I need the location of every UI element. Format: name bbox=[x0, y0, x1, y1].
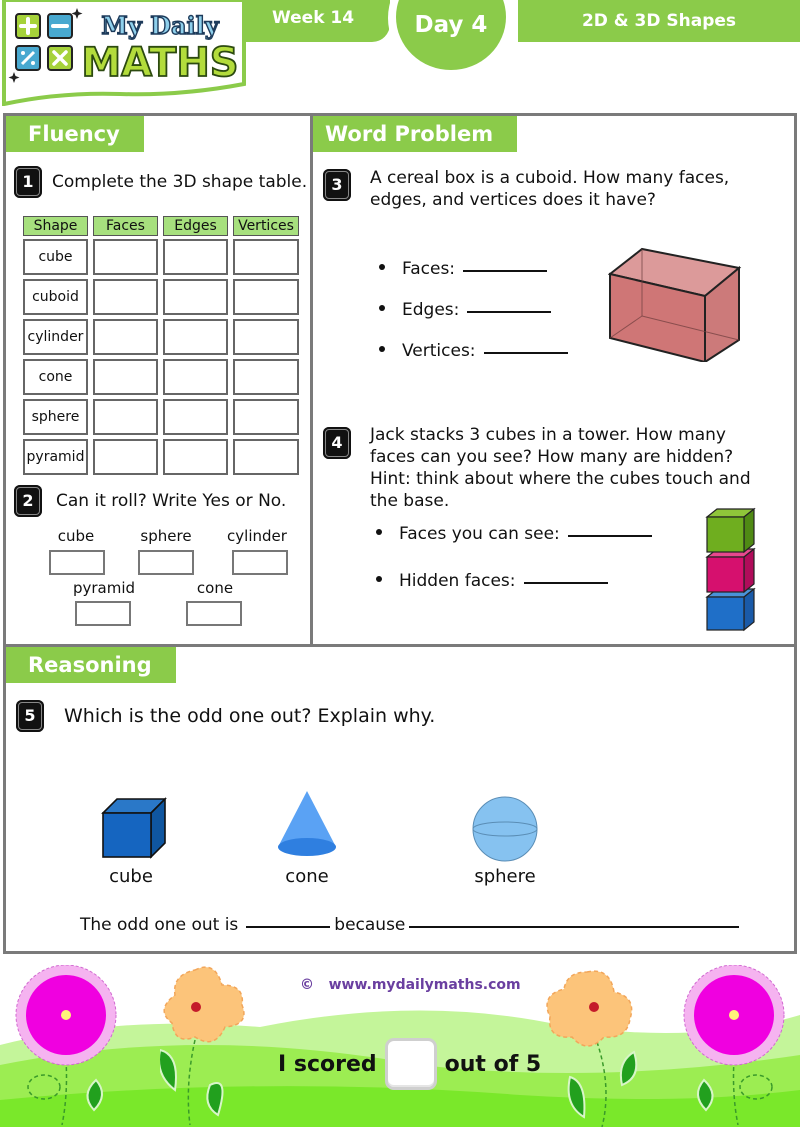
faces-input[interactable] bbox=[93, 279, 158, 315]
sphere-illustration bbox=[471, 795, 539, 863]
roll-answer-sphere[interactable] bbox=[138, 550, 194, 575]
vertices-input[interactable] bbox=[233, 439, 299, 475]
orange-flower-decoration bbox=[160, 965, 260, 1125]
roll-answer-cylinder[interactable] bbox=[232, 550, 288, 575]
question-number-1: 1 bbox=[14, 166, 42, 198]
edges-input[interactable] bbox=[163, 239, 228, 275]
shape-cell: cube bbox=[23, 239, 88, 275]
question-4-text-line4: the base. bbox=[370, 491, 450, 511]
copyright-icon: © bbox=[300, 977, 314, 993]
roll-label-cone: cone bbox=[196, 579, 234, 597]
topic-label bbox=[518, 0, 800, 42]
header-shape: Shape bbox=[23, 216, 88, 236]
faces-answer-line[interactable] bbox=[463, 270, 547, 272]
hidden-faces-bullet bbox=[376, 571, 608, 591]
shape-label-cube: cube bbox=[109, 866, 153, 887]
question-number-4: 4 bbox=[323, 427, 351, 459]
question-4-text-line1: Jack stacks 3 cubes in a tower. How many bbox=[370, 425, 726, 445]
day-text: Day 4 bbox=[414, 12, 488, 38]
bullet-icon bbox=[376, 576, 382, 582]
reasoning-title: Reasoning bbox=[6, 647, 176, 683]
faces-input[interactable] bbox=[93, 319, 158, 355]
vertices-input[interactable] bbox=[233, 239, 299, 275]
my-daily-maths-logo bbox=[0, 0, 248, 106]
week-label bbox=[245, 0, 390, 42]
odd-one-out-blank[interactable] bbox=[246, 926, 330, 928]
visible-faces-bullet bbox=[376, 524, 652, 544]
word-problem-title: Word Problem bbox=[313, 116, 517, 152]
shape-label-sphere: sphere bbox=[474, 866, 536, 887]
vertices-input[interactable] bbox=[233, 279, 299, 315]
roll-label-pyramid: pyramid bbox=[72, 579, 136, 597]
week-text: Week 14 bbox=[272, 8, 355, 28]
table-row bbox=[23, 359, 299, 395]
hidden-faces-answer-line[interactable] bbox=[524, 582, 608, 584]
minus-icon bbox=[48, 14, 72, 38]
svg-text:MATHS: MATHS bbox=[81, 40, 239, 86]
visible-faces-label: Faces you can see: bbox=[399, 524, 560, 544]
table-header-row bbox=[23, 216, 299, 236]
bullet-icon bbox=[379, 264, 385, 270]
question-number-3: 3 bbox=[323, 169, 351, 201]
faces-input[interactable] bbox=[93, 399, 158, 435]
cube-illustration bbox=[101, 797, 167, 859]
edges-input[interactable] bbox=[163, 439, 228, 475]
edges-label: Edges: bbox=[402, 300, 460, 320]
copyright-notice bbox=[300, 977, 521, 993]
question-3-text-line1: A cereal box is a cuboid. How many faces, bbox=[370, 168, 730, 188]
table-row bbox=[23, 279, 299, 315]
edges-answer-line[interactable] bbox=[467, 311, 551, 313]
answer-because: because bbox=[334, 915, 406, 935]
header-faces: Faces bbox=[93, 216, 158, 236]
multiply-icon bbox=[48, 46, 72, 70]
vertices-input[interactable] bbox=[233, 319, 299, 355]
fluency-panel bbox=[3, 113, 313, 647]
stacked-cubes-illustration bbox=[705, 506, 759, 634]
bullet-icon bbox=[379, 305, 385, 311]
faces-input[interactable] bbox=[93, 239, 158, 275]
shape-label-cone: cone bbox=[285, 866, 329, 887]
header-vertices: Vertices bbox=[233, 216, 299, 236]
score-prefix: I scored bbox=[278, 1051, 377, 1077]
shape-cell: cone bbox=[23, 359, 88, 395]
question-number-5: 5 bbox=[16, 700, 44, 732]
website-link[interactable]: www.mydailymaths.com bbox=[328, 977, 521, 993]
roll-label-sphere: sphere bbox=[140, 527, 192, 545]
roll-label-cube: cube bbox=[57, 527, 95, 545]
roll-answer-cube[interactable] bbox=[49, 550, 105, 575]
reason-blank[interactable] bbox=[409, 926, 739, 928]
table-row bbox=[23, 399, 299, 435]
question-4-text-line2: faces can you see? How many are hidden? bbox=[370, 447, 734, 467]
shape-cell: pyramid bbox=[23, 439, 88, 475]
faces-input[interactable] bbox=[93, 439, 158, 475]
topic-text: 2D & 3D Shapes bbox=[581, 11, 737, 31]
header-edges: Edges bbox=[163, 216, 228, 236]
vertices-bullet bbox=[379, 341, 568, 361]
reasoning-panel bbox=[3, 644, 797, 954]
vertices-answer-line[interactable] bbox=[484, 352, 568, 354]
score-row bbox=[278, 1038, 541, 1090]
edges-bullet bbox=[379, 300, 551, 320]
bullet-icon bbox=[376, 529, 382, 535]
visible-faces-answer-line[interactable] bbox=[568, 535, 652, 537]
table-row bbox=[23, 239, 299, 275]
word-problem-panel bbox=[310, 113, 797, 647]
table-row bbox=[23, 319, 299, 355]
bullet-icon bbox=[379, 346, 385, 352]
vertices-input[interactable] bbox=[233, 359, 299, 395]
shape-cell: cylinder bbox=[23, 319, 88, 355]
edges-input[interactable] bbox=[163, 319, 228, 355]
question-1-text: Complete the 3D shape table. bbox=[52, 172, 308, 192]
answer-prefix: The odd one out is bbox=[80, 915, 239, 935]
table-row bbox=[23, 439, 299, 475]
roll-answer-cone[interactable] bbox=[186, 601, 242, 626]
edges-input[interactable] bbox=[163, 399, 228, 435]
divide-icon bbox=[16, 46, 40, 70]
question-2-text: Can it roll? Write Yes or No. bbox=[56, 491, 287, 511]
vertices-input[interactable] bbox=[233, 399, 299, 435]
svg-text:My Daily: My Daily bbox=[101, 11, 219, 40]
roll-answer-pyramid[interactable] bbox=[75, 601, 131, 626]
footer bbox=[0, 955, 800, 1127]
worksheet-header bbox=[0, 0, 800, 110]
vertices-label: Vertices: bbox=[402, 341, 476, 361]
shape-cell: sphere bbox=[23, 399, 88, 435]
odd-one-out-answer bbox=[80, 915, 739, 935]
cone-illustration bbox=[276, 789, 338, 859]
faces-label: Faces: bbox=[402, 259, 456, 279]
edges-input[interactable] bbox=[163, 359, 228, 395]
question-3-text-line2: edges, and vertices does it have? bbox=[370, 190, 656, 210]
score-input[interactable] bbox=[385, 1038, 437, 1090]
pink-flower-decoration-right bbox=[676, 965, 786, 1125]
shape-cell: cuboid bbox=[23, 279, 88, 315]
question-4-text-line3: Hint: think about where the cubes touch and bbox=[370, 469, 751, 489]
question-5-text: Which is the odd one out? Explain why. bbox=[64, 705, 436, 727]
shape-properties-table bbox=[23, 216, 299, 479]
question-number-2: 2 bbox=[14, 485, 42, 517]
score-suffix: out of 5 bbox=[444, 1051, 542, 1077]
fluency-title: Fluency bbox=[6, 116, 144, 152]
pink-flower-decoration bbox=[14, 965, 124, 1125]
plus-icon bbox=[16, 14, 40, 38]
roll-label-cylinder: cylinder bbox=[227, 527, 287, 545]
faces-bullet bbox=[379, 259, 547, 279]
hidden-faces-label: Hidden faces: bbox=[399, 571, 516, 591]
faces-input[interactable] bbox=[93, 359, 158, 395]
orange-flower-decoration-right bbox=[542, 967, 642, 1127]
edges-input[interactable] bbox=[163, 279, 228, 315]
cuboid-illustration bbox=[608, 246, 748, 362]
